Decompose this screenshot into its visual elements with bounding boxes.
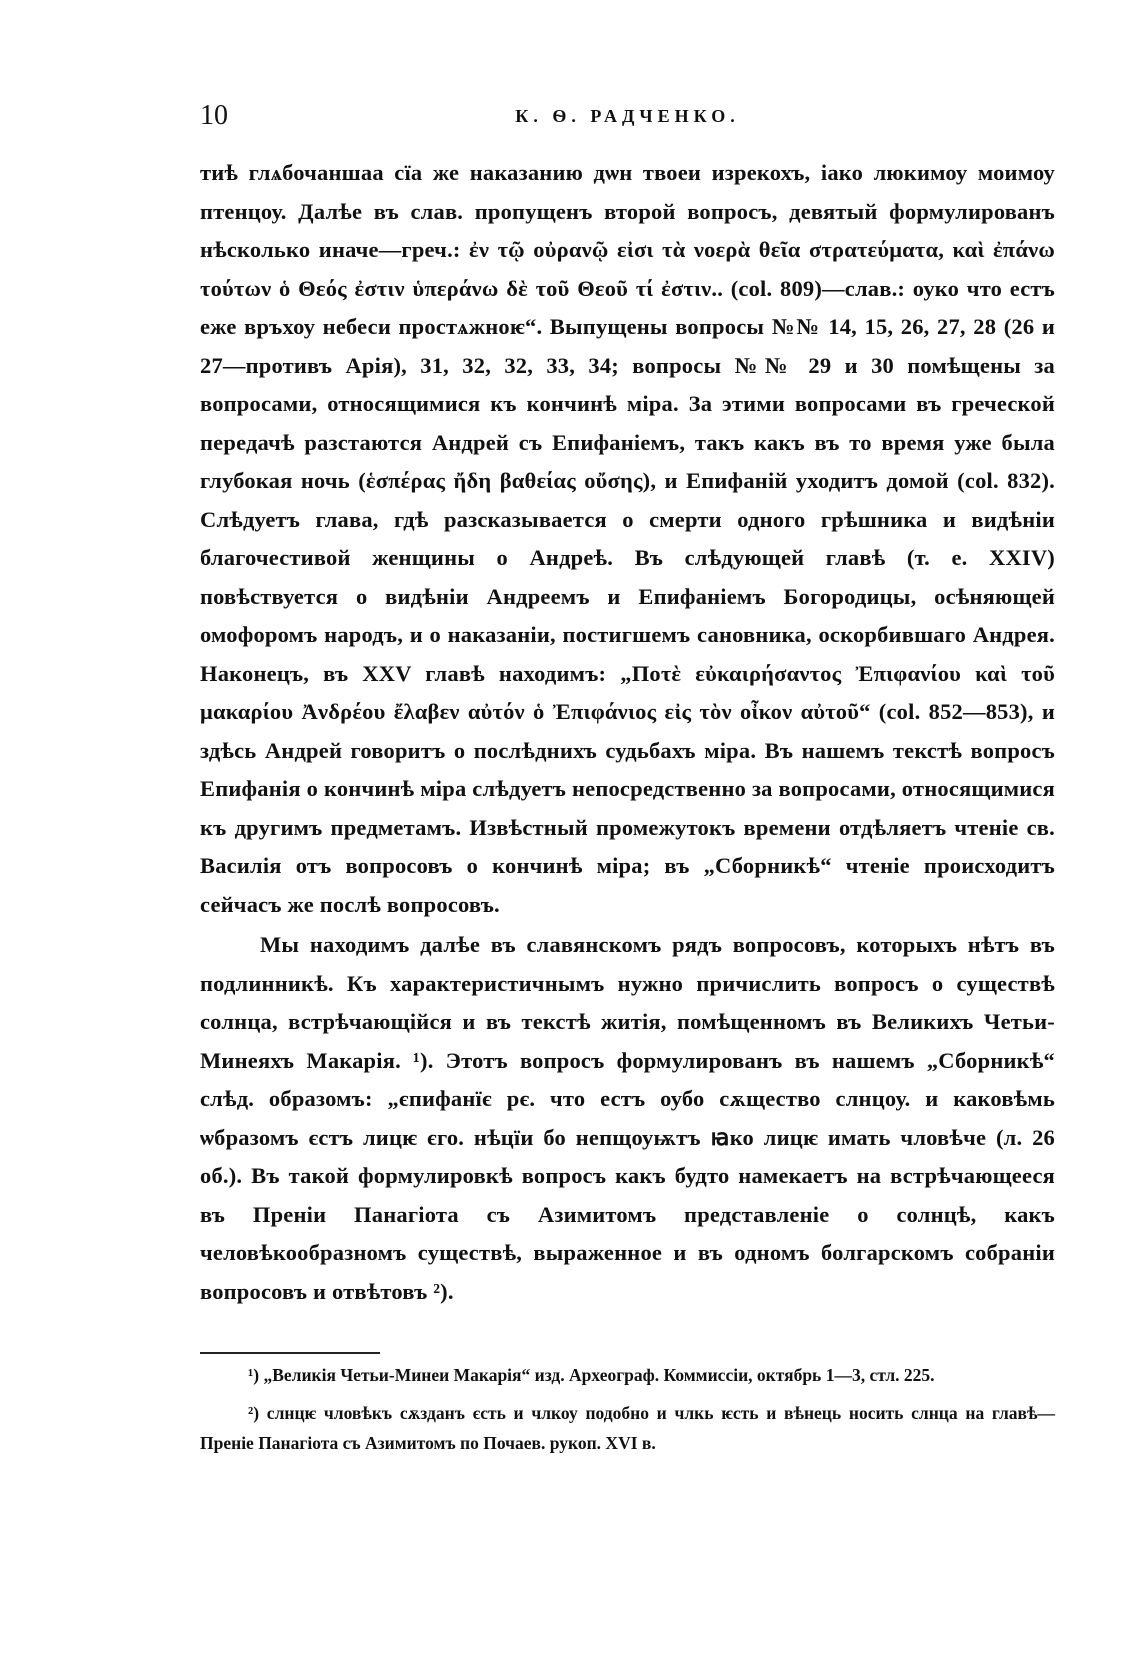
page-header (200, 100, 1055, 134)
main-text (200, 154, 1055, 1311)
footnote-1: ¹) „Великія Четьи-Минеи Макарія“ изд. Археограф. Коммиссіи, октябрь 1—3, стл. 225. (248, 1365, 935, 1385)
page-number: 10 (200, 100, 228, 131)
paragraph-1: тиѣ глѧбочаншаа сїа же наказанию дѡн твоеи изрекохъ, іако люкимоу моимоу птенцоу. Далѣе въ слав. пропущенъ второй вопросъ, девятый формулированъ нѣсколько иначе—греч.: ἐν τῷ οὐρανῷ εἰσι τὰ νοερὰ θεῖα στρατεύματα, καὶ ἐπάνω τούτων ὁ Θεός ἐστιν ὑπεράνω δὲ τοῦ Θεοῦ τί ἐστιν.. (col. 809)—слав.: оуко что естъ еже връхоу небеси простѧжноѥ“. Выпущены вопросы №№ 14, 15, 26, 27, 28 (26 и 27—противъ Арія), 31, 32, 32, 33, 34; вопросы №№ 29 и 30 помѣщены за вопросами, относящимися къ кончинѣ міра. За этими вопросами въ греческой передачѣ разстаются Андрей съ Епифаніемъ, такъ какъ въ то время уже была глубокая ночь (ἑσπέρας ἤδη βαθείας οὔσης), и Епифаній уходитъ домой (col. 832). Слѣдуетъ глава, гдѣ разсказывается о смерти одного грѣшника и видѣніи благочестивой женщины о Андреѣ. Въ слѣдующей главѣ (т. е. XXIV) повѣствуется о видѣніи Андреемъ и Епифаніемъ Богородицы, осѣняющей омофоромъ народъ, и о наказаніи, постигшемъ сановника, оскорбившаго Андрея. Наконецъ, въ XXV главѣ находимъ: „Ποτὲ εὐκαιρήσαντος Ἐπιφανίου καὶ τοῦ μακαρίου Ἀνδρέου ἔλαβεν αὐτόν ὁ Ἐπιφάνιος εἰς τὸν οἶκον αὐτοῦ“ (col. 852—853), и здѣсь Андрей говоритъ о послѣднихъ судьбахъ міра. Въ нашемъ текстѣ вопросъ Епифанія о кончинѣ міра слѣдуетъ непосредственно за вопросами, относящимися къ другимъ предметамъ. Извѣстный промежутокъ времени отдѣляетъ чтеніе св. Василія отъ вопросовъ о кончинѣ міра; въ „Сборникѣ“ чтеніе происходитъ сейчасъ же послѣ вопросовъ. (200, 160, 1055, 917)
footnote-divider (200, 1352, 380, 1354)
footnote-2: ²) слнцѥ чловѣкъ сѫзданъ єсть и члкоу подобно и члкь ѥсть и вѣнець носить слнца на главѣ—Преніе Панагіота съ Азимитомъ по Почаев. рукоп. XVI в. (200, 1403, 1055, 1453)
footnotes (200, 1360, 1055, 1466)
book-page (200, 0, 1055, 1664)
running-title: К. Ѳ. РАДЧЕНКО. (515, 106, 740, 126)
paragraph-2: Мы находимъ далѣе въ славянскомъ рядъ вопросовъ, которыхъ нѣтъ въ подлинникѣ. Къ характеристичнымъ нужно причислить вопросъ о существѣ солнца, встрѣчающійся и въ текстѣ житія, помѣщенномъ въ Великихъ Четьи-Минеяхъ Макарія. ¹). Этотъ вопросъ формулированъ въ нашемъ „Сборникѣ“ слѣд. образомъ: „єпифанїє рє. что естъ оубо сѫщество слнцоу. и каковѣмь ѡбразомъ єстъ лицѥ єго. нѣцїи бо непщоуѭтъ ꙗко лицѥ имать чловѣче (л. 26 об.). Въ такой формулировкѣ вопросъ какъ будто намекаетъ на встрѣчающееся въ Преніи Панагіота съ Азимитомъ представленіе о солнцѣ, какъ человѣкообразномъ существѣ, выраженное и въ одномъ болгарскомъ собраніи вопросовъ и отвѣтовъ ²). (200, 932, 1055, 1304)
